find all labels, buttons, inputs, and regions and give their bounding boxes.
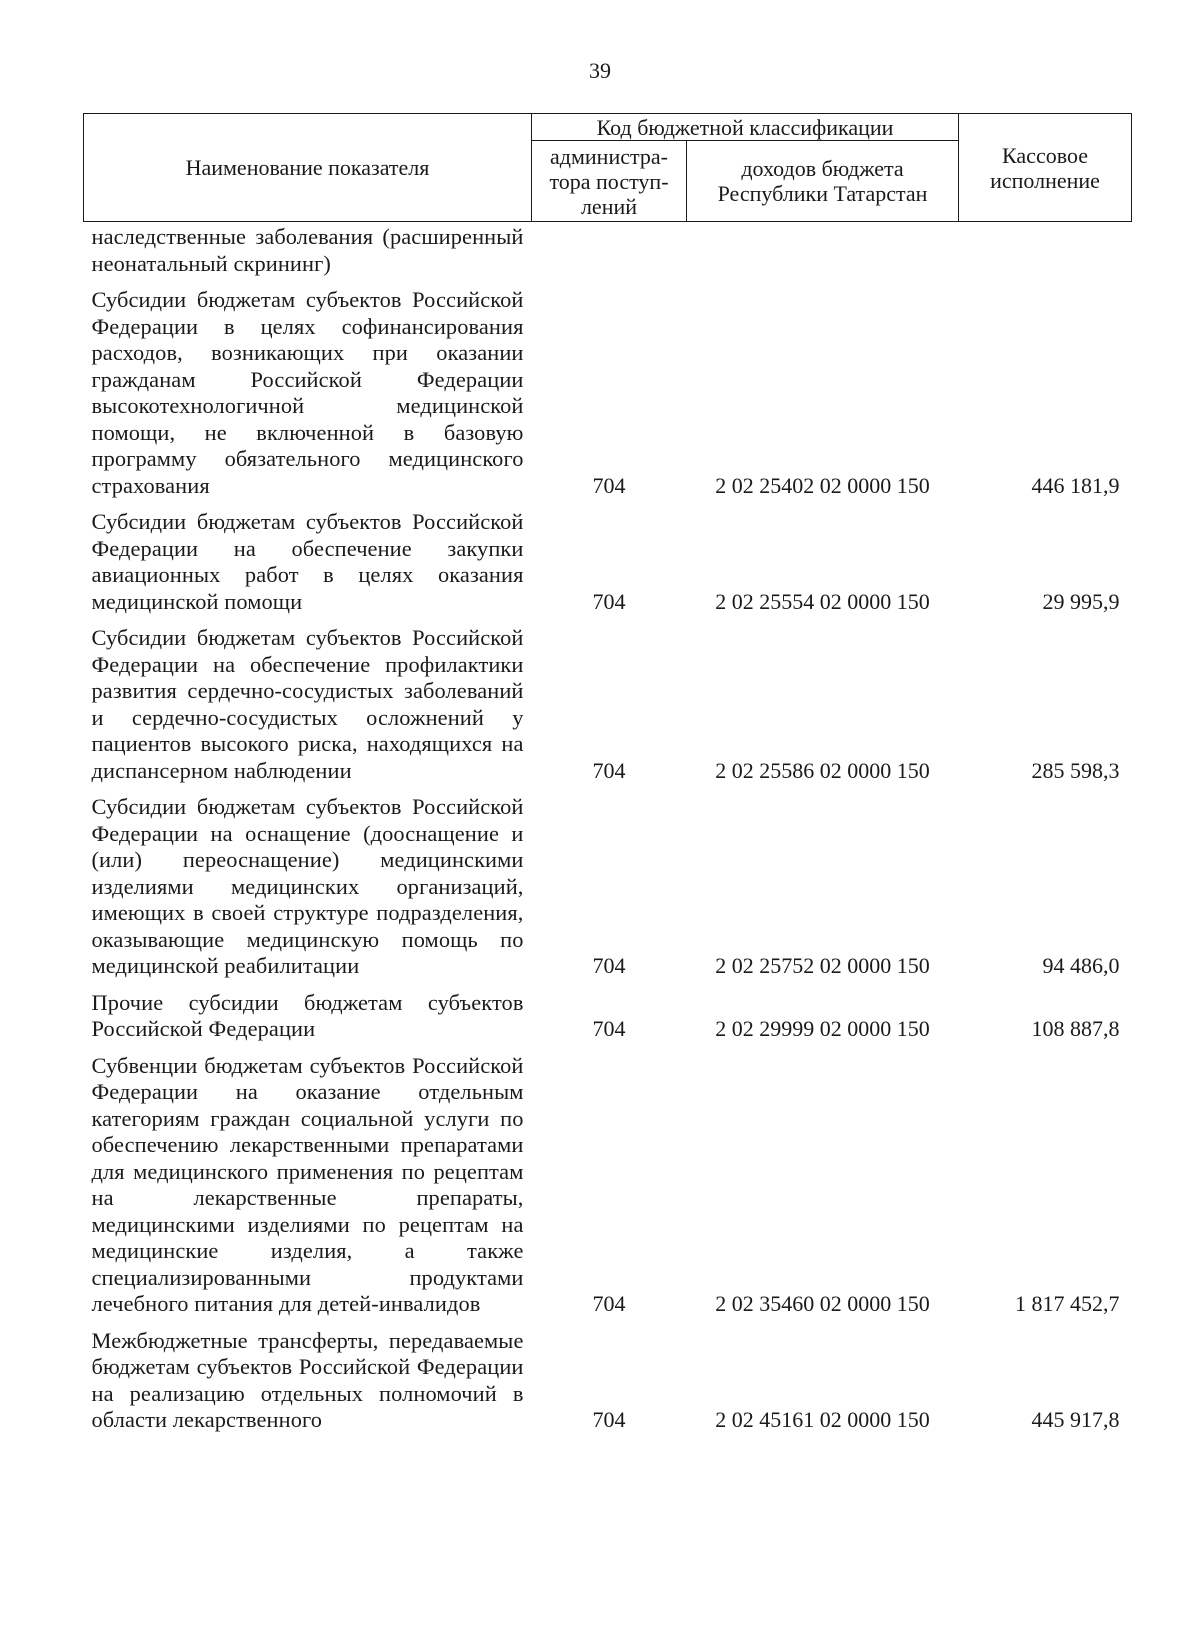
header-admin: администра-тора поступ-лений: [532, 141, 687, 222]
header-amount: Кассовое исполнение: [959, 114, 1132, 222]
table-row: [84, 980, 1132, 1043]
row-amount: 94 486,0: [1042, 953, 1120, 978]
row-amount: 445 917,8: [1031, 1407, 1120, 1432]
row-code: 2 02 35460 02 0000 150: [715, 1291, 930, 1316]
row-admin: 704: [592, 1407, 626, 1432]
row-code: 2 02 45161 02 0000 150: [715, 1407, 930, 1432]
row-amount: 108 887,8: [1031, 1016, 1120, 1041]
row-code: 2 02 25402 02 0000 150: [715, 472, 930, 498]
row-name: наследственные заболевания (расширенный неонатальный скрининг): [91, 224, 524, 276]
row-admin: 704: [592, 1016, 626, 1041]
row-amount: 29 995,9: [1042, 588, 1120, 614]
table-row: [84, 222, 1132, 278]
budget-table: [83, 113, 1132, 1434]
row-admin: 704: [592, 757, 626, 783]
header-income: доходов бюджета Республики Татарстан: [687, 141, 959, 222]
row-name: Субсидии бюджетам субъектов Российской Федерации на оснащение (дооснащение и (или) переоснащение) медицинскими изделиями медицинских организаций, имеющих в своей структуре подразделения, оказывающие медицинскую помощь по медицинской реабилитации: [91, 794, 524, 978]
row-amount: 285 598,3: [1031, 757, 1120, 783]
row-code: 2 02 25752 02 0000 150: [715, 953, 930, 978]
row-name: Субсидии бюджетам субъектов Российской Федерации на обеспечение профилактики развития сердечно-сосудистых заболеваний и сердечно-сосудистых осложнений у пациентов высокого риска, находящихся на диспансерном наблюдении: [91, 625, 524, 783]
row-name: Субвенции бюджетам субъектов Российской Федерации на оказание отдельным категориям граждан социальной услуги по обеспечению лекарственными препаратами для медицинского применения по рецептам на лекарственные препараты, медицинскими изделиями по рецептам на медицинские изделия, а также специализированными продуктами лечебного питания для детей-инвалидов: [91, 1052, 524, 1316]
table-row: [84, 277, 1132, 499]
page-number: 39: [589, 58, 611, 83]
table-row: [84, 1043, 1132, 1318]
table-row: [84, 499, 1132, 615]
row-code: 2 02 25554 02 0000 150: [715, 588, 930, 614]
header-code-group: Код бюджетной классификации: [532, 114, 959, 141]
row-amount: 1 817 452,7: [1015, 1291, 1120, 1316]
row-name: Субсидии бюджетам субъектов Российской Федерации на обеспечение закупки авиационных работ в целях оказания медицинской помощи: [91, 509, 524, 614]
row-amount: 446 181,9: [1031, 472, 1120, 498]
row-name: Субсидии бюджетам субъектов Российской Федерации в целях софинансирования расходов, возникающих при оказании гражданам Российской Федерации высокотехнологичной медицинской помощи, не включенной в базовую программу обязательного медицинского страхования: [91, 287, 524, 498]
row-name: Межбюджетные трансферты, передаваемые бюджетам субъектов Российской Федерации на реализацию отдельных полномочий в области лекарственного: [91, 1327, 524, 1432]
row-admin: 704: [592, 953, 626, 978]
row-code: [687, 222, 959, 278]
row-admin: 704: [592, 1291, 626, 1316]
table-row: [84, 615, 1132, 784]
row-code: 2 02 25586 02 0000 150: [715, 757, 930, 783]
table-header: [84, 114, 1132, 222]
row-code: 2 02 29999 02 0000 150: [715, 1016, 930, 1041]
header-name: Наименование показателя: [84, 114, 532, 222]
row-amount: [959, 222, 1132, 278]
table-row: [84, 1318, 1132, 1434]
row-admin: [532, 222, 687, 278]
row-admin: 704: [592, 472, 626, 498]
row-admin: 704: [592, 588, 626, 614]
row-name: Прочие субсидии бюджетам субъектов Российской Федерации: [91, 989, 524, 1041]
table-row: [84, 784, 1132, 980]
